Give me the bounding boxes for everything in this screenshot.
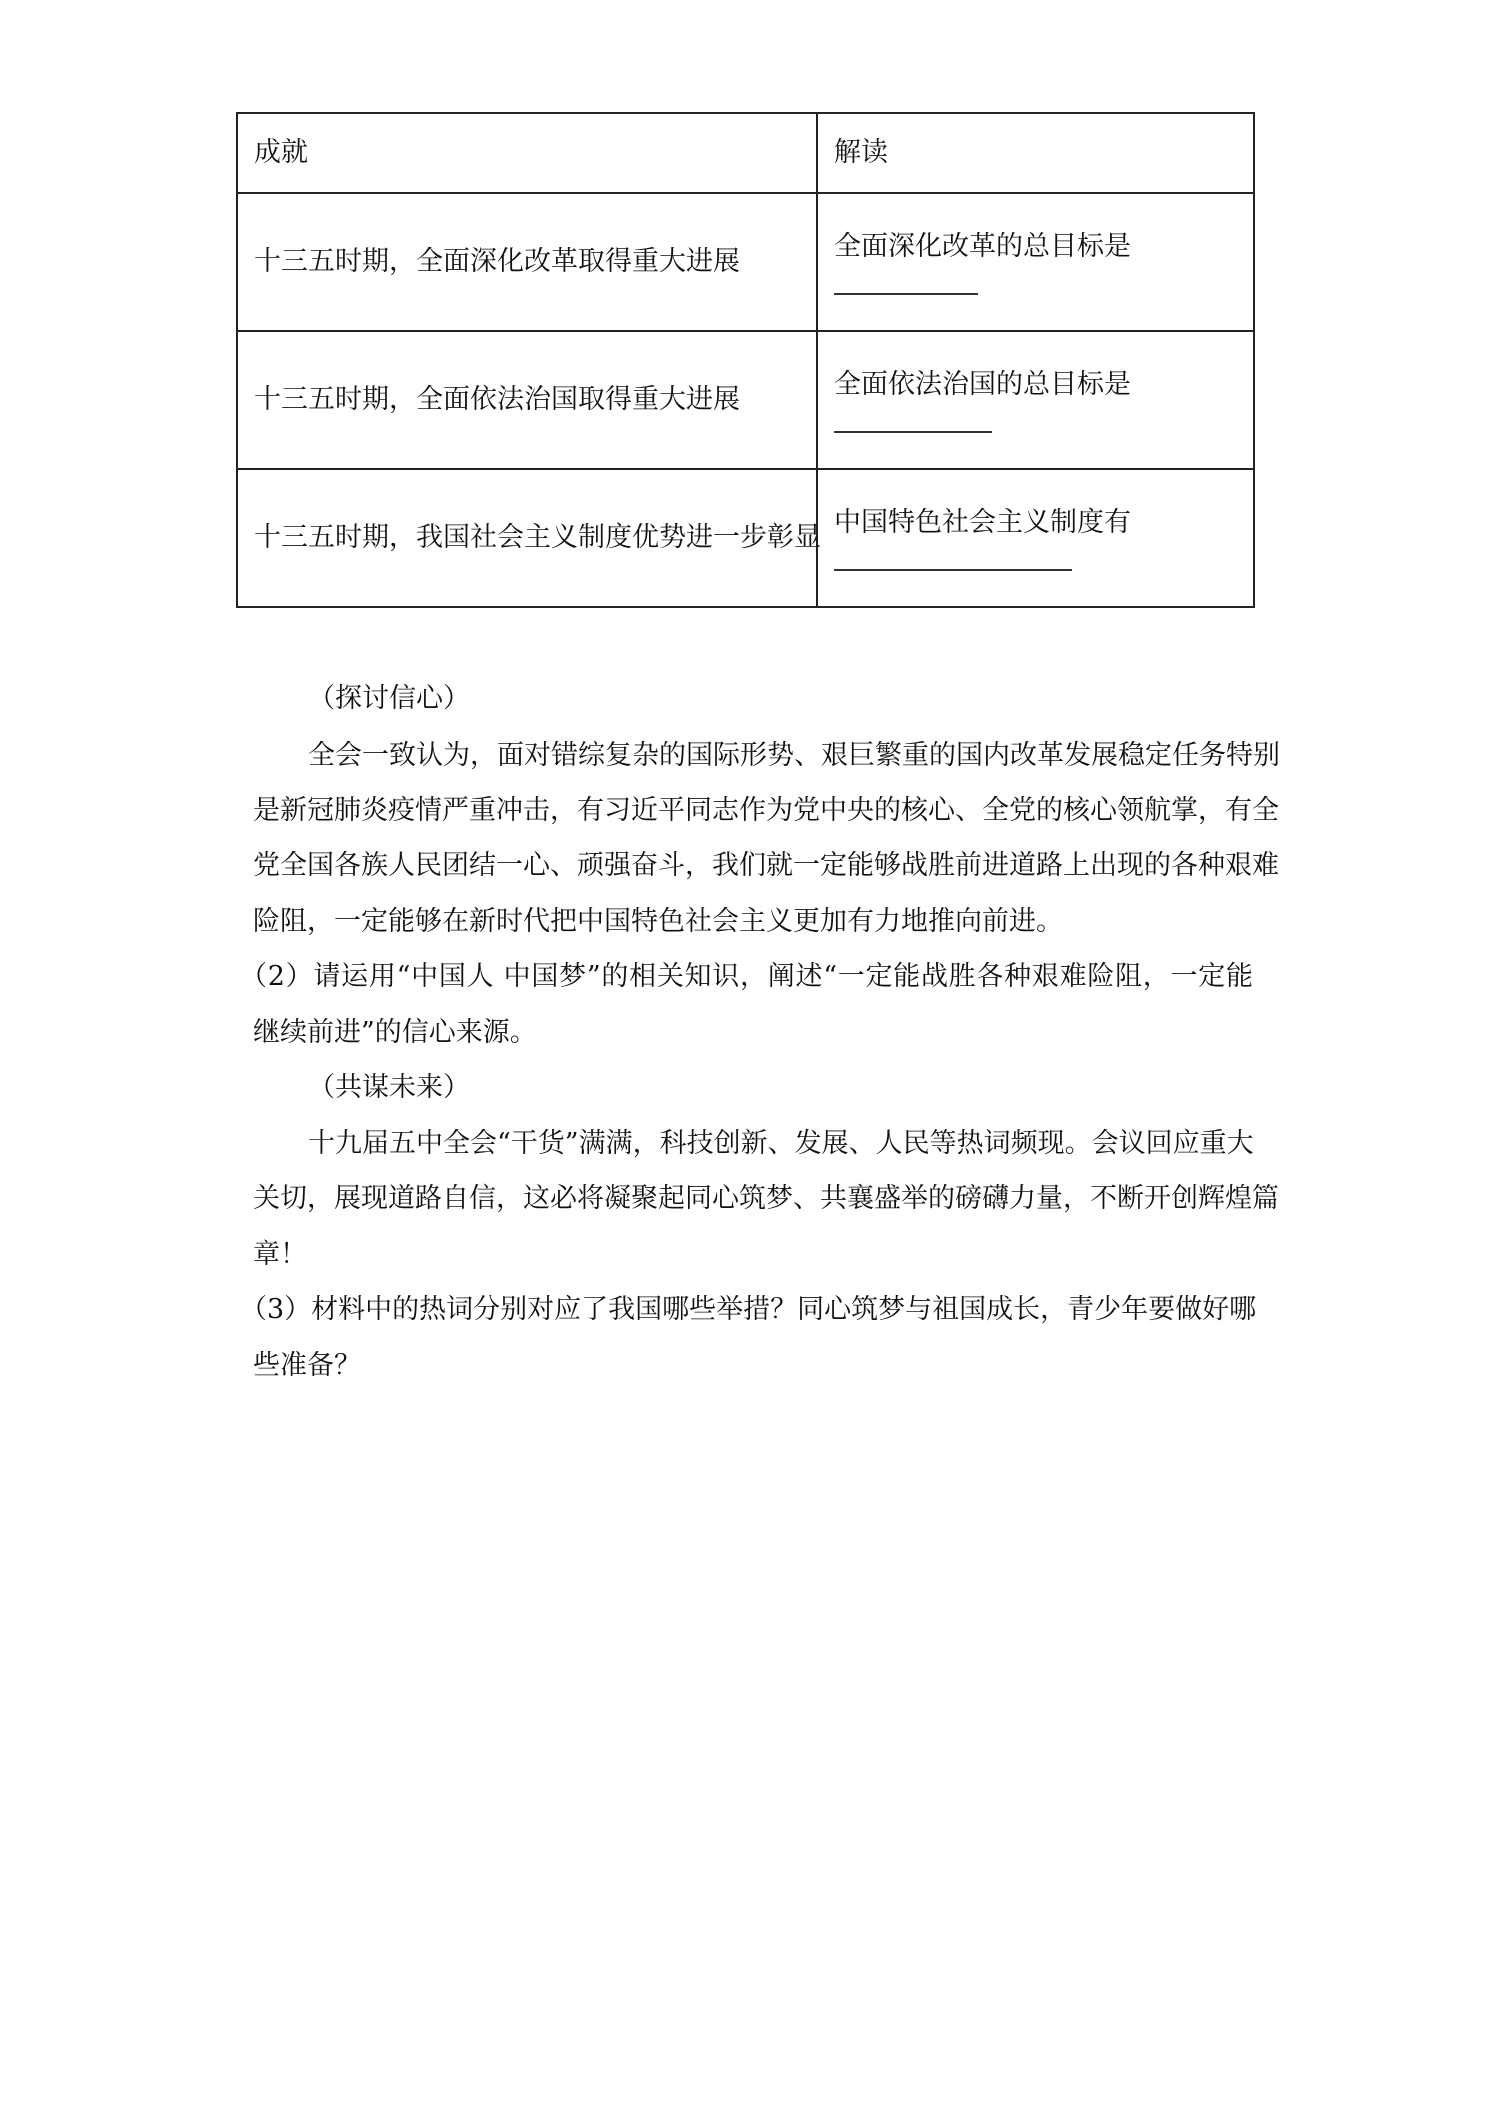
paragraph-line: 党全国各族人民团结一心、顽强奋斗，我们就一定能够战胜前进道路上出现的各种艰难 — [253, 850, 1279, 881]
interpretation-cell — [817, 193, 1254, 331]
achievement-cell: 十三五时期，全面深化改革取得重大进展 — [237, 193, 817, 331]
achievement-cell: 十三五时期，我国社会主义制度优势进一步彰显 — [237, 469, 817, 607]
answer-blank — [834, 293, 978, 295]
header-achievement: 成就 — [237, 113, 817, 193]
question-2-line: 继续前进”的信心来源。 — [253, 1017, 537, 1048]
answer-blank — [834, 431, 992, 433]
paragraph-line: 章！ — [253, 1239, 307, 1270]
table-header-row — [237, 113, 1254, 193]
achievement-table — [236, 112, 1255, 608]
section-title-future: （共谋未来） — [308, 1072, 470, 1103]
paragraph-line: 全会一致认为，面对错综复杂的国际形势、艰巨繁重的国内改革发展稳定任务特别 — [308, 740, 1280, 771]
paragraph-line: 是新冠肺炎疫情严重冲击，有习近平同志作为党中央的核心、全党的核心领航掌，有全 — [253, 795, 1279, 826]
table-row — [237, 331, 1254, 469]
table-row — [237, 469, 1254, 607]
interpretation-text: 全面深化改革的总目标是 — [834, 231, 1131, 262]
interpretation-text: 全面依法治国的总目标是 — [834, 369, 1131, 400]
interpretation-cell — [817, 331, 1254, 469]
question-2-line: （2）请运用“中国人 中国梦”的相关知识，阐述“一定能战胜各种艰难险阻，一定能 — [240, 961, 1253, 992]
table-row — [237, 193, 1254, 331]
question-3-line: 些准备？ — [253, 1350, 361, 1381]
paragraph-line: 十九届五中全会“干货”满满，科技创新、发展、人民等热词频现。会议回应重大 — [308, 1128, 1254, 1159]
answer-blank — [834, 569, 1072, 571]
header-interpretation: 解读 — [817, 113, 1254, 193]
interpretation-cell — [817, 469, 1254, 607]
interpretation-text: 中国特色社会主义制度有 — [834, 507, 1131, 538]
achievement-cell: 十三五时期，全面依法治国取得重大进展 — [237, 331, 817, 469]
question-3-line: （3）材料中的热词分别对应了我国哪些举措？同心筑梦与祖国成长，青少年要做好哪 — [240, 1294, 1257, 1325]
paragraph-line: 险阻，一定能够在新时代把中国特色社会主义更加有力地推向前进。 — [253, 906, 1063, 937]
paragraph-line: 关切，展现道路自信，这必将凝聚起同心筑梦、共襄盛举的磅礴力量，不断开创辉煌篇 — [253, 1183, 1279, 1214]
section-title-confidence: （探讨信心） — [308, 683, 470, 714]
